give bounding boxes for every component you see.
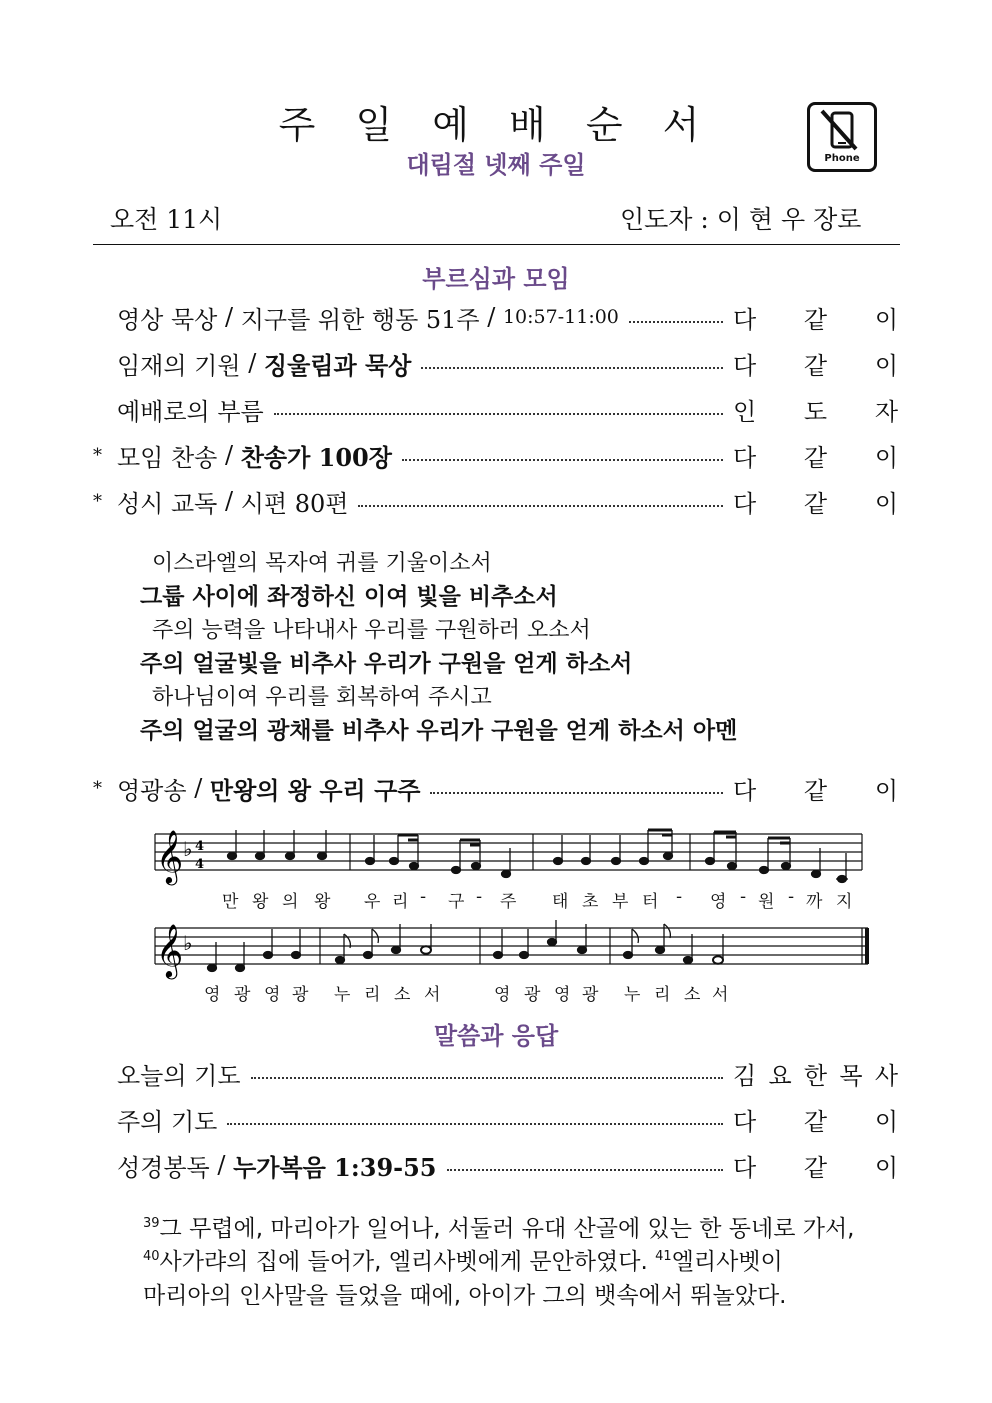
item-detail: 시편 80편 — [240, 489, 349, 518]
item-detail: 누가복음 1:39-55 — [233, 1152, 437, 1182]
item-responsible: 다 같 이 — [733, 776, 898, 805]
leader-label: 인도자 : — [620, 205, 709, 234]
leader-dots — [421, 367, 723, 369]
page-subtitle: 대림절 넷째 주일 — [406, 151, 586, 179]
item-responsible: 다 같 이 — [733, 305, 898, 334]
standing-mark: * — [93, 777, 102, 799]
item-responsible: 다 같 이 — [733, 351, 898, 380]
verse-number: 39 — [143, 1216, 160, 1231]
leader-dots — [402, 459, 723, 461]
phone-label: Phone — [824, 153, 860, 164]
leader-dots — [358, 505, 723, 507]
notes-line1 — [228, 830, 849, 883]
reading-line-people: 그룹 사이에 좌정하신 이여 빛을 비추소서 — [140, 584, 558, 610]
standing-mark: * — [93, 490, 102, 512]
reading-line-leader: 주의 능력을 나타내사 우리를 구원하러 오소서 — [152, 618, 591, 643]
order-item-reading: * 성시 교독 / 시편 80편 다 같 이 — [93, 484, 898, 518]
order-item-meditation: 영상 묵상 / 지구를 위한 행동 51주 / 10:57-11:00 다 같 이 — [93, 300, 898, 334]
reading-line-people: 주의 얼굴빛을 비추사 우리가 구원을 얻게 하소서 — [140, 651, 633, 677]
reading-line-people: 주의 얼굴의 광채를 비추사 우리가 구원을 얻게 하소서 아멘 — [140, 718, 738, 744]
reading-line-leader: 이스라엘의 목자여 귀를 기울이소서 — [152, 551, 492, 576]
item-label: 예배로의 부름 — [117, 397, 264, 426]
item-label: 모임 찬송 — [117, 443, 218, 472]
item-responsible: 다 같 이 — [733, 489, 898, 518]
order-item-lords-prayer — [93, 1102, 898, 1136]
leader-info — [620, 200, 861, 236]
leader-dots — [629, 321, 723, 323]
item-time: 10:57-11:00 — [502, 306, 619, 328]
section-word: 말씀과 응답 — [433, 1022, 559, 1050]
item-responsible: 인 도 자 — [733, 397, 898, 426]
leader-dots — [447, 1169, 723, 1171]
order-item-hymn: * 모임 찬송 / 찬송가 100장 다 같 이 — [93, 438, 898, 472]
flat-icon: ♭ — [183, 837, 193, 861]
header-divider — [93, 244, 900, 245]
scripture-line-3: 마리아의 인사말을 들었을 때에, 아이가 그의 뱃속에서 뛰놀았다. — [143, 1283, 787, 1309]
item-responsible: 다 같 이 — [733, 443, 898, 472]
leader-dots — [251, 1077, 723, 1079]
item-label: 임재의 기원 — [117, 351, 241, 380]
lyrics-line1: 만 왕 의 왕 우 리 - 구 - 주 태 초 부 터 - 영 - 원 - 까 지 — [222, 887, 853, 912]
leader-dots — [227, 1123, 723, 1125]
order-item-gloria: * 영광송 / 만왕의 왕 우리 구주 다 같 이 — [93, 771, 898, 805]
treble-clef-icon: 𝄞 — [156, 829, 184, 883]
scripture-line-1: $^{39}$그 무렵에, 마리아가 일어나, 서둘러 유대 산골에 있는 한 동네로 가서, — [143, 1216, 855, 1242]
item-detail: 징울림과 묵상 — [263, 350, 412, 380]
leader-dots — [430, 792, 723, 794]
item-label: 주의 기도 — [117, 1107, 218, 1136]
standing-mark: * — [93, 444, 102, 466]
item-detail: 찬송가 100장 — [240, 442, 392, 472]
scripture-line-2: $^{40}$사가랴의 집에 들어가, 엘리사벳에게 문안하였다. $^{41}$엘리사벳이 — [143, 1249, 783, 1275]
item-label: 성경봉독 — [117, 1153, 210, 1182]
item-responsible: 다 같 이 — [733, 1107, 898, 1136]
flat-icon: ♭ — [183, 931, 193, 955]
order-item-call — [93, 392, 898, 426]
service-time: 오전 11시 — [110, 205, 223, 234]
order-item-scripture: 성경봉독 / 누가복음 1:39-55 다 같 이 — [93, 1148, 898, 1182]
item-label: 성시 교독 — [117, 489, 218, 518]
item-responsible: 다 같 이 — [733, 1153, 898, 1182]
item-detail: 지구를 위한 행동 51주 — [240, 305, 480, 334]
order-item-presence: 임재의 기원 / 징울림과 묵상 다 같 이 — [93, 346, 898, 380]
page-title: 주 일 예 배 순 서 — [278, 103, 714, 147]
item-responsible: 김 요 한 목 사 — [733, 1061, 898, 1090]
section-gathering: 부르심과 모임 — [422, 265, 570, 293]
verse-number: 41 — [655, 1249, 672, 1264]
time-sig-top: 4 — [195, 839, 205, 854]
reading-line-leader: 하나님이여 우리를 회복하여 주시고 — [152, 685, 492, 710]
music-staff-line1 — [150, 826, 870, 890]
music-staff-line2 — [150, 920, 874, 982]
item-detail: 만왕의 왕 우리 구주 — [209, 775, 421, 805]
treble-clef-icon: 𝄞 — [156, 923, 184, 977]
no-phone-sign — [807, 102, 877, 172]
leader-dots — [274, 413, 723, 415]
item-label: 영광송 — [117, 776, 187, 805]
lyrics-line2: 영 광 영 광 누 리 소 서 영 광 영 광 누 리 소 서 — [204, 985, 729, 1005]
order-item-prayer — [93, 1056, 898, 1090]
item-label: 영상 묵상 — [117, 305, 218, 334]
item-label: 오늘의 기도 — [117, 1061, 241, 1090]
verse-number: 40 — [143, 1249, 160, 1264]
time-sig-bottom: 4 — [195, 857, 205, 872]
leader-name: 이 현 우 장로 — [716, 205, 862, 234]
